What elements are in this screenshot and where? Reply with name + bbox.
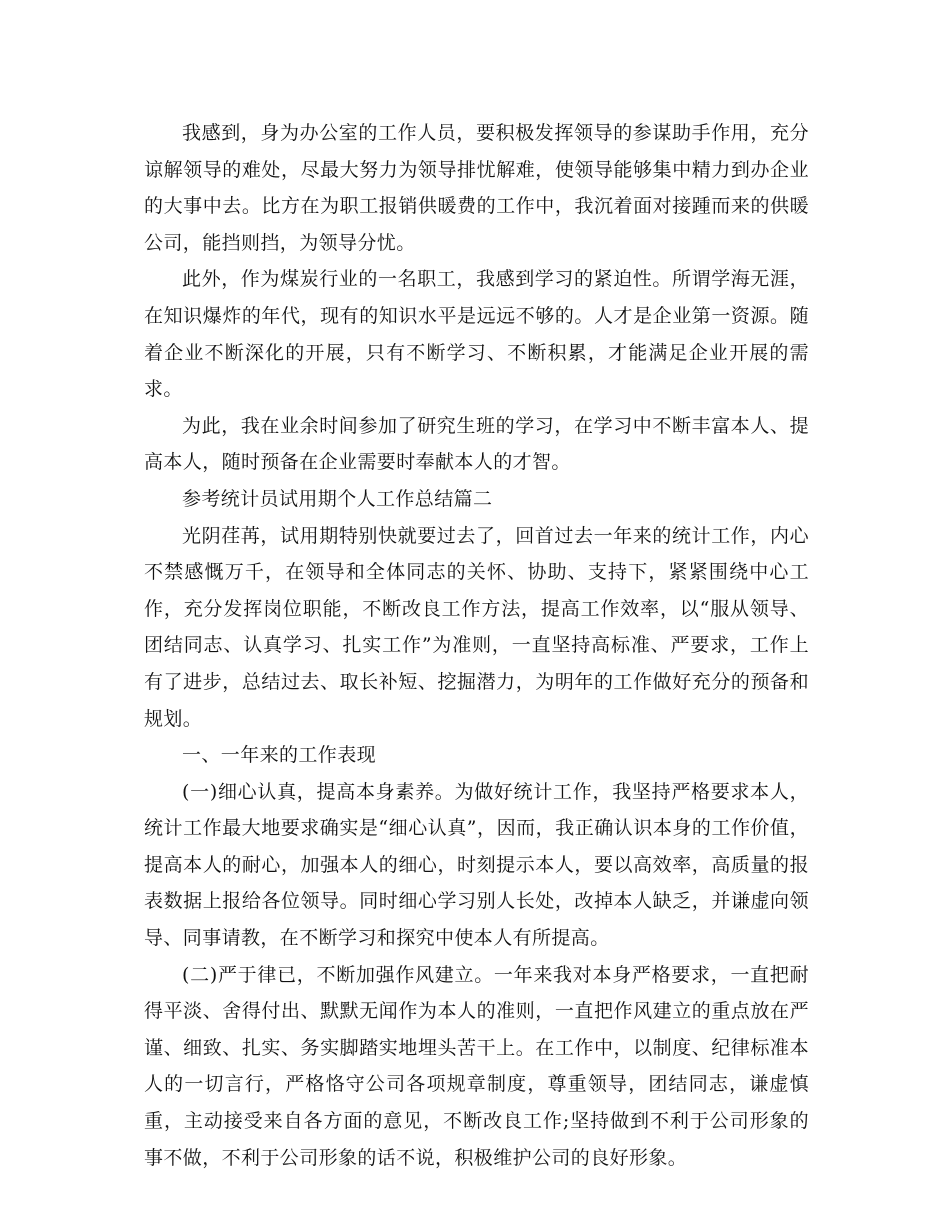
paragraph-probation-summary: 光阴荏苒，试用期特别快就要过去了，回首过去一年来的统计工作，内心不禁感慨万千，在领导和全体同志的关怀、协助、支持下，紧紧围绕中心工作，充分发挥岗位职能，不断改良工作方法，提高工作效率，以“服从领导、团结同志、认真学习、扎实工作”为准则，一直坚持高标准、严要求，工作上有了进步，总结过去、取长补短、挖掘潜力，为明年的工作做好充分的预备和规划。 [144,524,809,730]
paragraph-careful-work: (一)细心认真，提高本身素养。为做好统计工作，我坚持严格要求本人，统计工作最大地要求确实是“细心认真”，因而，我正确认识本身的工作价值，提高本人的耐心，加强本人的细心，时刻提示本人，要以高效率，高质量的报表数据上报给各位领导。同时细心学习别人长处，改掉本人缺乏，并谦虚向领导、同事请教，在不断学习和探究中使本人有所提高。 [144,780,809,950]
paragraph-learning-urgency: 此外，作为煤炭行业的一名职工，我感到学习的紧迫性。所谓学海无涯，在知识爆炸的年代，现有的知识水平是远远不够的。人才是企业第一资源。随着企业不断深化的开展，只有不断学习、不断积累，才能满足企业开展的需求。 [144,268,809,401]
document-body [144,115,809,1176]
paragraph-graduate-study: 为此，我在业余时间参加了研究生班的学习，在学习中不断丰富本人、提高本人，随时预备在企业需要时奉献本人的才智。 [144,414,809,474]
section-title-part-two: 参考统计员试用期个人工作总结篇二 [182,487,493,510]
section-heading-performance: 一、一年来的工作表现 [182,744,377,767]
paragraph-office-role: 我感到，身为办公室的工作人员，要积极发挥领导的参谋助手作用，充分谅解领导的难处，尽最大努力为领导排忧解难，使领导能够集中精力到办企业的大事中去。比方在为职工报销供暖费的工作中，我沉着面对接踵而来的供暖公司，能挡则挡，为领导分忧。 [144,122,809,254]
paragraph-self-discipline: (二)严于律已，不断加强作风建立。一年来我对本身严格要求，一直把耐得平淡、舍得付出、默默无闻作为本人的准则，一直把作风建立的重点放在严谨、细致、扎实、务实脚踏实地埋头苦干上。在工作中，以制度、纪律标准本人的一切言行，严格恪守公司各项规章制度，尊重领导，团结同志，谦虚慎重，主动接受来自各方面的意见，不断改良工作;坚持做到不利于公司形象的事不做，不利于公司形象的话不说，积极维护公司的良好形象。 [144,963,809,1169]
